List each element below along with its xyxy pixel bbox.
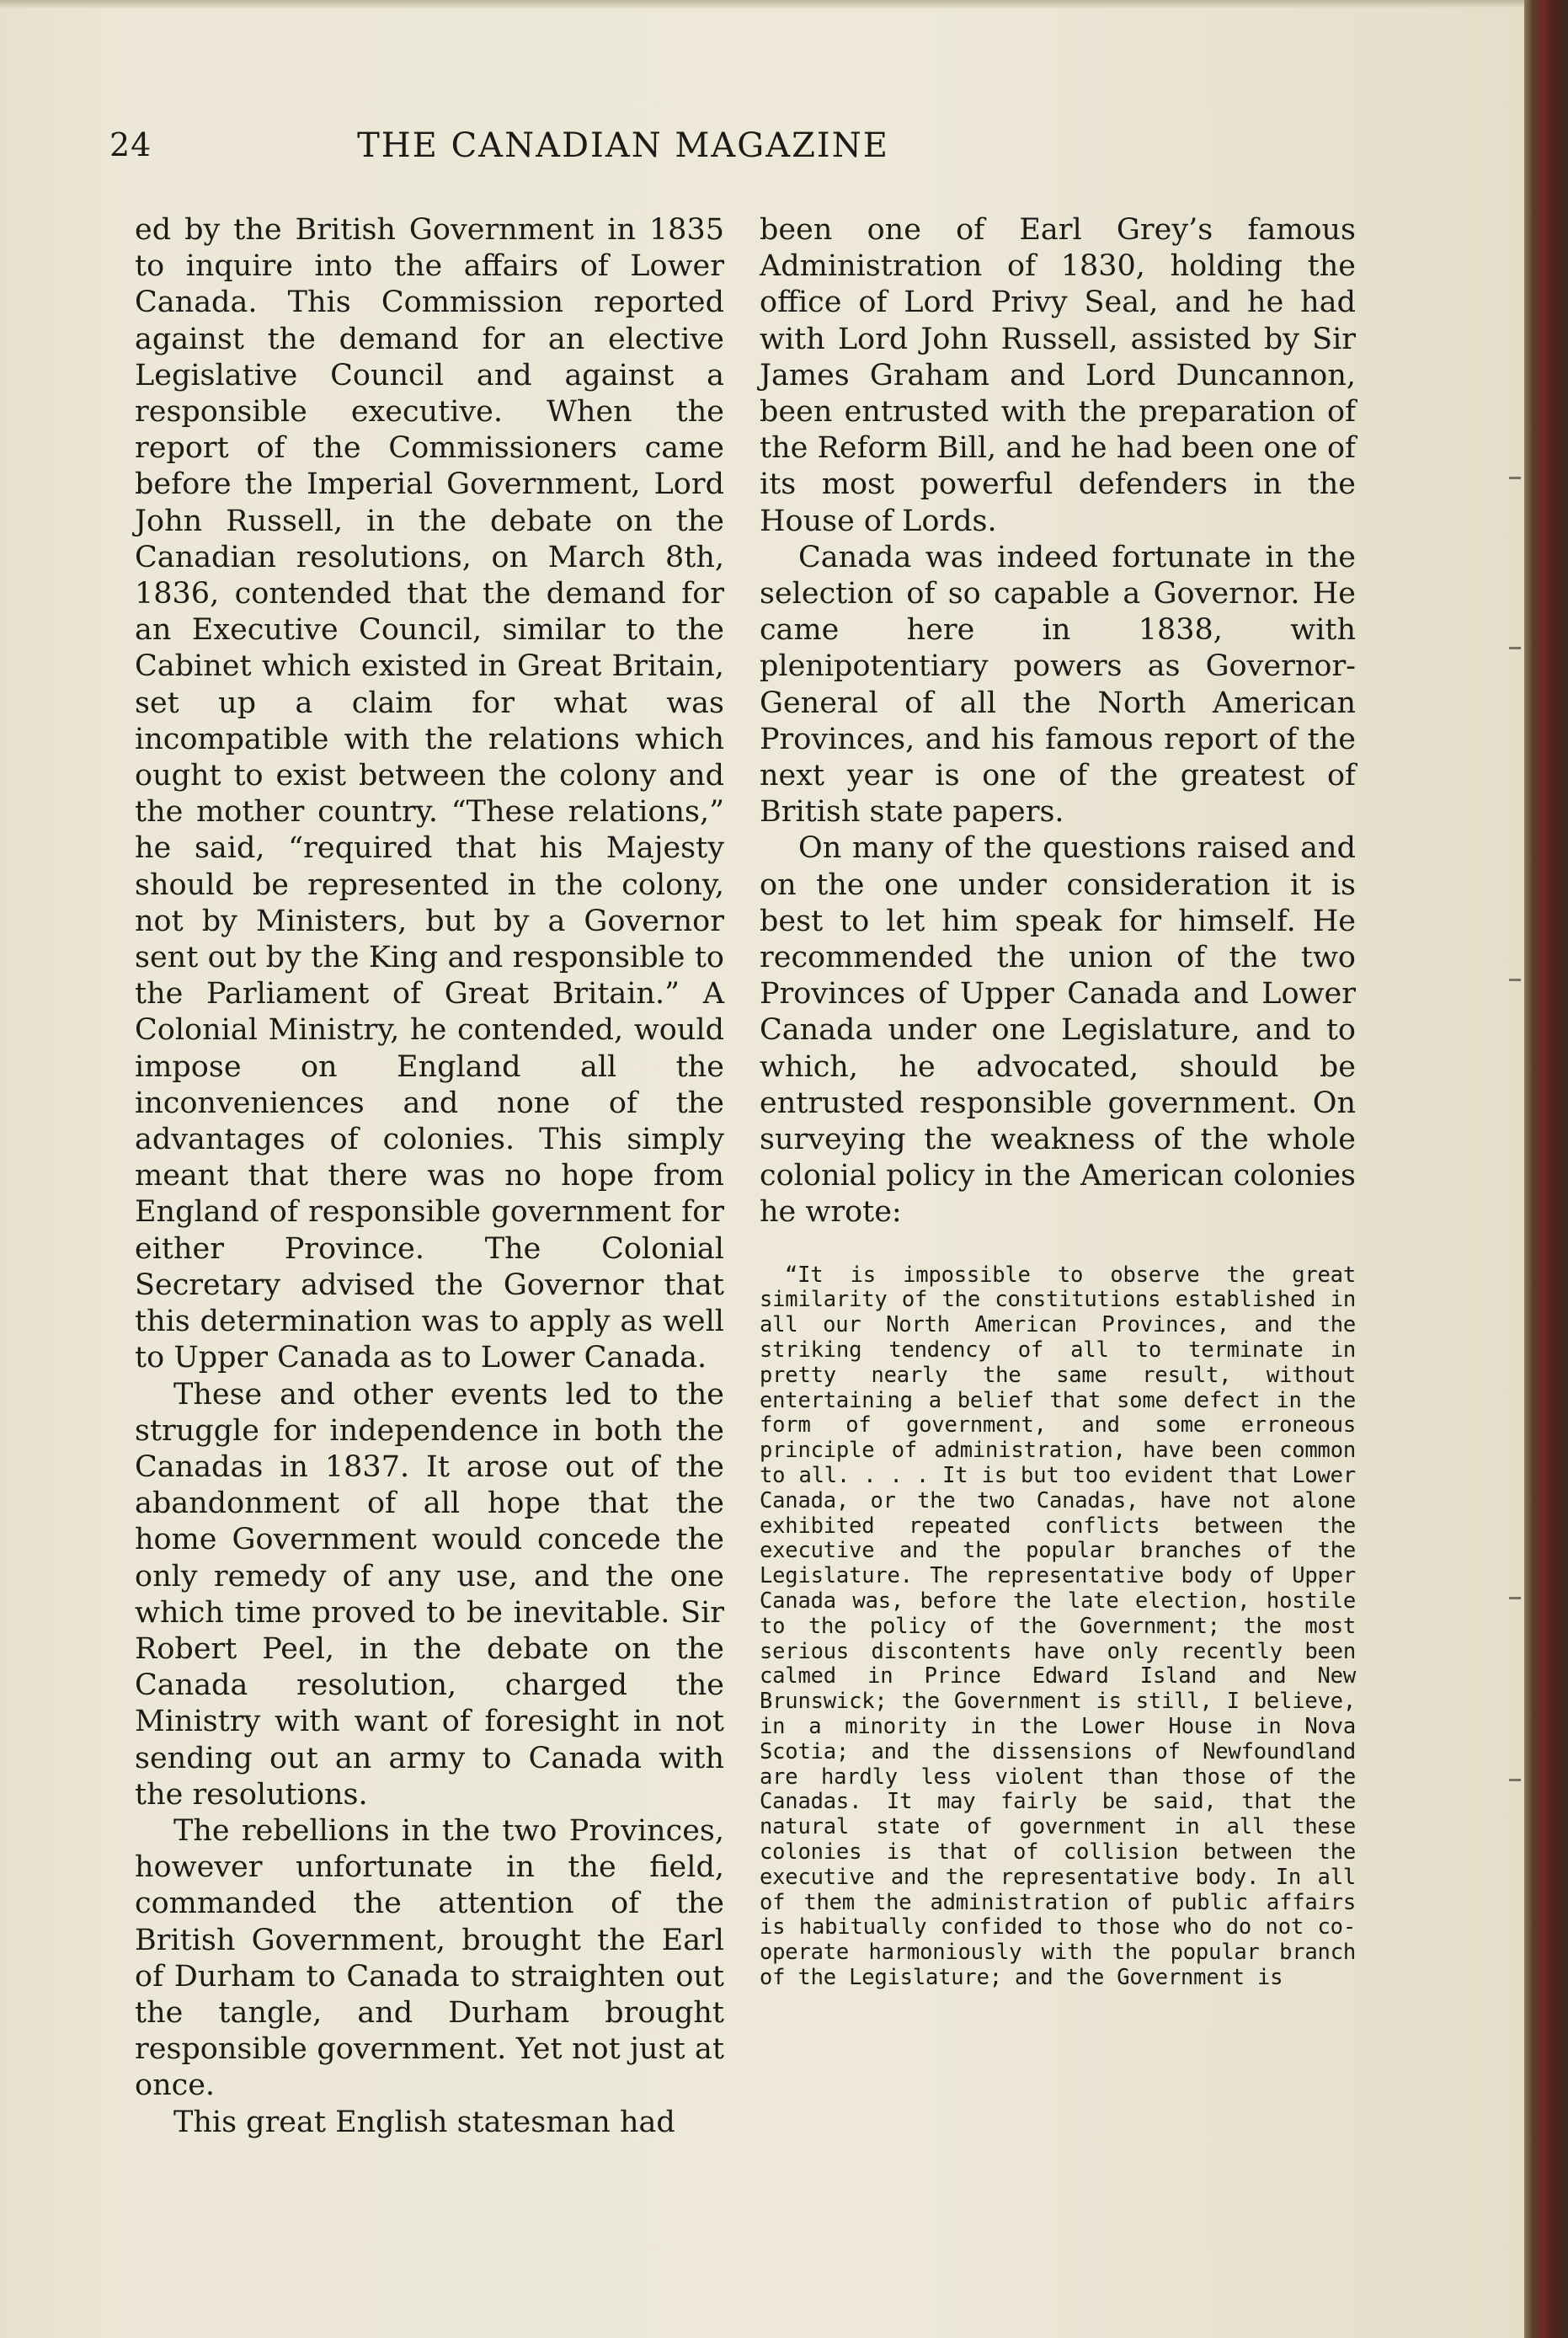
running-title: THE CANADIAN MAGAZINE: [357, 126, 889, 165]
margin-mark: [1509, 1597, 1521, 1599]
page-number: 24: [109, 126, 152, 163]
left-paragraph-2: These and other events led to the struggle for independence in both the Canadas in 1837. It arose out of the abandonment of all hope that the home Government would concede the only remedy of any use, and the one which time proved to be inevitable. Sir Robert Peel, in the debate on the Canada resolution, charged the Ministry with want of foresight in not sending out an army to Canada with the resolutions.: [135, 1377, 724, 1812]
right-paragraph-3: On many of the questions raised and on the one under consideration it is best to let him speak for himself. He recommended the union of the two Provinces of Upper Canada and Lower Canada under one Legislature, and to which, he advocated, should be entrusted responsible government. On surveying the weakness of the whole colonial policy in the American colonies he wrote:: [760, 831, 1356, 1230]
left-paragraph-1: ed by the British Government in 1835 to inquire into the affairs of Lower Canada. This Commission reported against the demand for an elective Legislative Council and against a responsible executive. When the report of the Commissioners came before the Imperial Government, Lord John Russell, in the debate on the Canadian resolutions, on March 8th, 1836, contended that the demand for an Executive Council, similar to the Cabinet which existed in Great Britain, set up a claim for what was incompatible with the relations which ought to exist between the colony and the mother country. “These relations,” he said, “required that his Majesty should be represented in the colony, not by Ministers, but by a Governor sent out by the King and responsible to the Parliament of Great Britain.” A Colonial Ministry, he contended, would impose on England all the inconveniences and none of the advantages of colonies. This simply meant that there was no hope from England of responsible government for either Province. The Colonial Secretary advised the Governor that this determination was to apply as well to Upper Canada as to Lower Canada.: [135, 213, 724, 1375]
page-top-edge: [0, 0, 1524, 8]
left-column: [135, 212, 724, 2141]
durham-report-quote: “It is impossible to observe the great similarity of the constitutions established in all our North American Provinces, and the striking tendency of all to terminate in pretty nearly the same result, without entertaining a belief that some defect in the form of government, and some erroneous principle of administration, have been common to all. . . . It is but too evident that Lower Canada, or the two Canadas, have not alone exhibited repeated conflicts between the executive and the popular branches of the Legislature. The representative body of Upper Canada was, before the late election, hostile to the policy of the Government; the most serious discontents have only recently been calmed in Prince Edward Island and New Brunswick; the Government is still, I believe, in a minority in the Lower House in Nova Scotia; and the dissensions of Newfoundland are hardly less violent than those of the Canadas. It may fairly be said, that the natural state of government in all these colonies is that of collision between the executive and the representative body. In all of them the administration of public affairs is habitually confided to those who do not co-operate harmoniously with the popular branch of the Legislature; and the Government is: [760, 1262, 1356, 1990]
margin-mark: [1509, 979, 1521, 981]
right-paragraph-2: Canada was indeed fortunate in the selection of so capable a Governor. He came here in 1838, with plenipotentiary powers as Governor-General of all the North American Provinces, and his famous report of the next year is one of the greatest of British state papers.: [760, 540, 1356, 830]
margin-mark: [1509, 477, 1521, 479]
right-paragraph-1: been one of Earl Grey’s famous Administration of 1830, holding the office of Lord Privy Seal, and he had with Lord John Russell, assisted by Sir James Graham and Lord Duncannon, been entrusted with the preparation of the Reform Bill, and he had been one of its most powerful defenders in the House of Lords.: [760, 213, 1356, 538]
margin-mark: [1509, 647, 1521, 649]
book-spine-edge: [1524, 0, 1568, 2338]
margin-mark: [1509, 1779, 1521, 1781]
left-paragraph-3: The rebellions in the two Provinces, however unfortunate in the field, commanded the attention of the British Government, brought the Earl of Durham to Canada to straighten out the tangle, and Durham brought responsible government. Yet not just at once.: [135, 1813, 724, 2103]
right-column: [760, 212, 1356, 1991]
left-paragraph-4: This great English statesman had: [173, 2105, 675, 2139]
page-header: [109, 126, 1002, 177]
